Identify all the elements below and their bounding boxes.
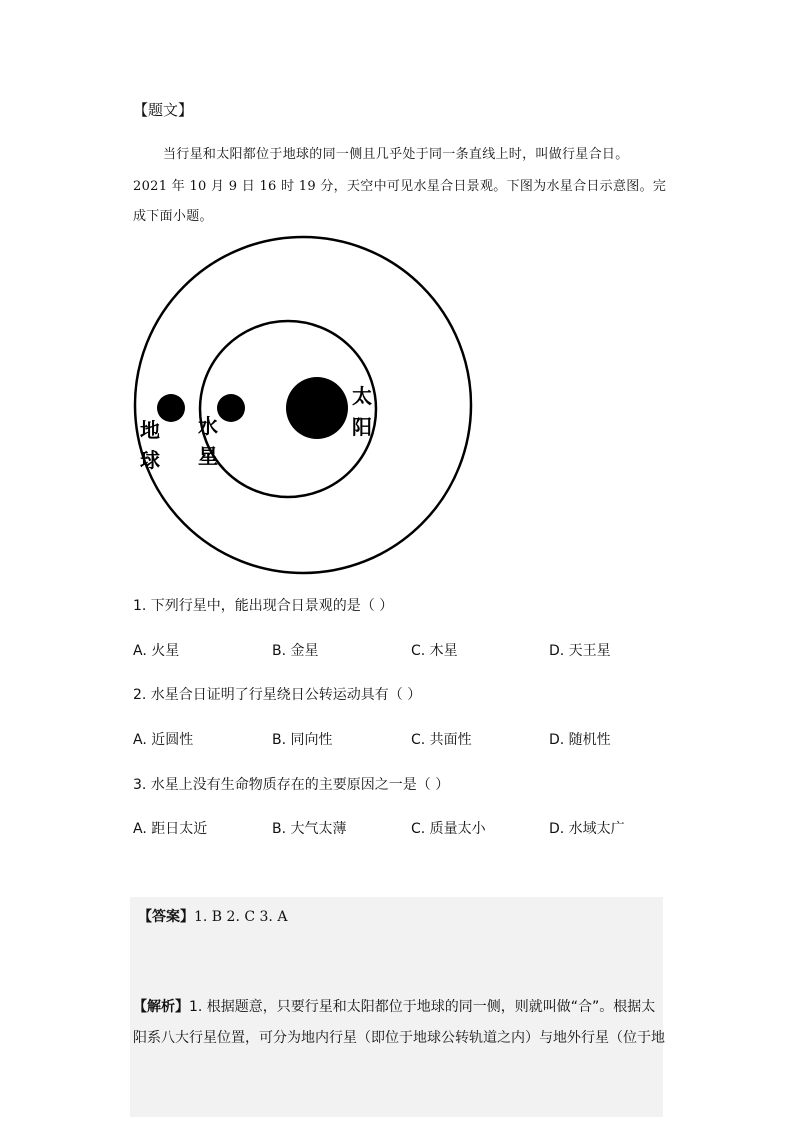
mercury-label-1: 水	[198, 414, 218, 438]
answer-line	[138, 906, 287, 926]
q1-option-c: C. 木星	[411, 643, 458, 659]
question-1: 1. 下列行星中，能出现合日景观的是（ ）	[133, 598, 394, 614]
q2-option-b: B. 同向性	[272, 732, 333, 748]
stem-line-1: 当行星和太阳都位于地球的同一侧且几乎处于同一条直线上时，叫做行星合日。	[163, 147, 629, 162]
earth-label-1: 地	[140, 418, 160, 442]
q2-option-a: A. 近圆性	[133, 732, 194, 748]
sun-label-1: 太	[352, 384, 372, 408]
stem-line-2: 2021 年 10 月 9 日 16 时 19 分，天空中可见水星合日景观。下图为水星合日示意图。完	[133, 179, 667, 194]
q1-option-d: D. 天王星	[549, 643, 611, 659]
q1-option-a: A. 火星	[133, 643, 180, 659]
earth-body	[157, 394, 185, 422]
q3-option-c: C. 质量太小	[411, 821, 486, 837]
analysis-line-2: 阳系八大行星位置，可分为地内行星（即位于地球公转轨道之内）与地外行星（位于地	[133, 1030, 665, 1046]
question-2: 2. 水星合日证明了行星绕日公转运动具有（ ）	[133, 687, 422, 703]
question-3: 3. 水星上没有生命物质存在的主要原因之一是（ ）	[133, 777, 450, 793]
answer-tag: 【答案】	[138, 909, 194, 925]
mercury-label-2: 星	[198, 444, 218, 468]
q3-option-b: B. 大气太薄	[272, 821, 347, 837]
analysis-line-1	[133, 996, 655, 1016]
section-tag: 【题文】	[133, 101, 194, 119]
answer-text: 1. B 2. C 3. A	[194, 909, 288, 925]
analysis-tag: 【解析】	[133, 999, 189, 1015]
q3-option-a: A. 距日太近	[133, 821, 208, 837]
earth-label-2: 球	[140, 448, 160, 472]
q1-option-b: B. 金星	[272, 643, 319, 659]
mercury-conjunction-diagram	[130, 232, 490, 577]
sun-body	[286, 377, 348, 439]
q2-option-c: C. 共面性	[411, 732, 472, 748]
sun-label-2: 阳	[352, 415, 372, 439]
stem-line-3: 成下面小题。	[133, 209, 213, 224]
analysis-text-1: 1. 根据题意，只要行星和太阳都位于地球的同一侧，则就叫做“合”。根据太	[189, 999, 656, 1015]
q3-option-d: D. 水域太广	[549, 821, 625, 837]
q2-option-d: D. 随机性	[549, 732, 611, 748]
mercury-body	[217, 394, 245, 422]
